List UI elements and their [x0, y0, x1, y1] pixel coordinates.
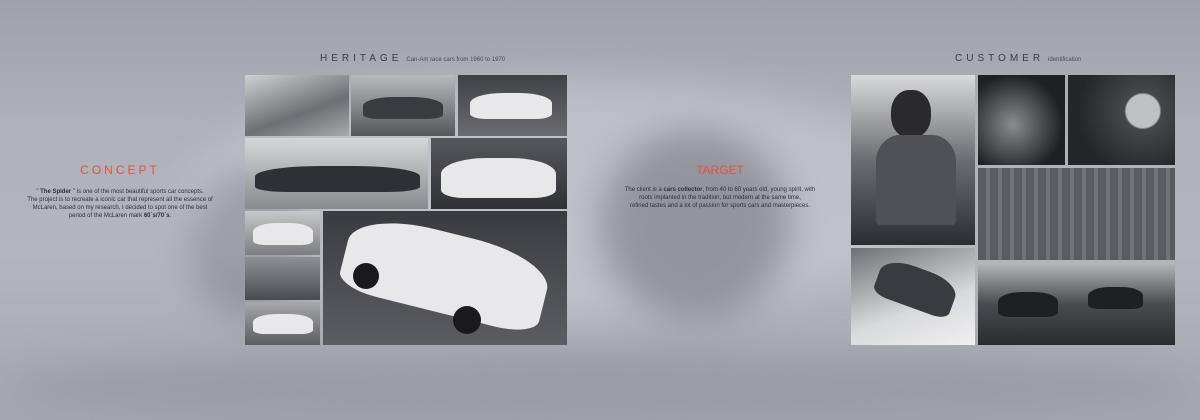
customer-photo-steering-wheel — [1068, 75, 1175, 165]
customer-photo-man-in-car — [851, 75, 975, 245]
heritage-photo-car-4 — [458, 75, 567, 136]
background-road — [0, 350, 1200, 420]
customer-header: CUSTOMER identification — [955, 53, 1082, 64]
background-wheel-blur — [600, 130, 790, 320]
target-text: The client is a cars collector, from 40 to 60 years old, young spirit, with roots implanted in the tradition, but modern at the same time, refined tastes and a lot of passion for sports cars and masterpieces. — [624, 187, 816, 209]
customer-photo-vintage-race — [978, 262, 1175, 345]
customer-photo-watch-glove — [978, 75, 1065, 165]
heritage-photo-small-2 — [245, 257, 320, 300]
concept-title: CONCEPT — [80, 163, 160, 177]
heritage-photo-small-3 — [245, 302, 320, 345]
heritage-header: HERITAGE Can-Am race cars from 1960 to 1970 — [320, 53, 506, 64]
customer-photo-speedboat — [851, 248, 975, 345]
customer-photo-architecture — [978, 168, 1175, 260]
heritage-photo-red-car — [351, 75, 455, 136]
target-title: TARGET — [696, 163, 744, 177]
heritage-photo-winged-car — [245, 138, 428, 209]
heritage-photo-car-5 — [431, 138, 567, 209]
heritage-photo-small-1 — [245, 211, 320, 255]
heritage-photo-main-car-48 — [323, 211, 567, 345]
concept-text: " The Spider " is one of the most beautiful sports car concepts. The project is to recreate a iconic car that represent all the essence of McLaren, based on my research, I decided to spot one of the best period of the McLaren mark 60´s/70´s. — [27, 189, 213, 219]
heritage-photo-race-start — [245, 75, 349, 136]
